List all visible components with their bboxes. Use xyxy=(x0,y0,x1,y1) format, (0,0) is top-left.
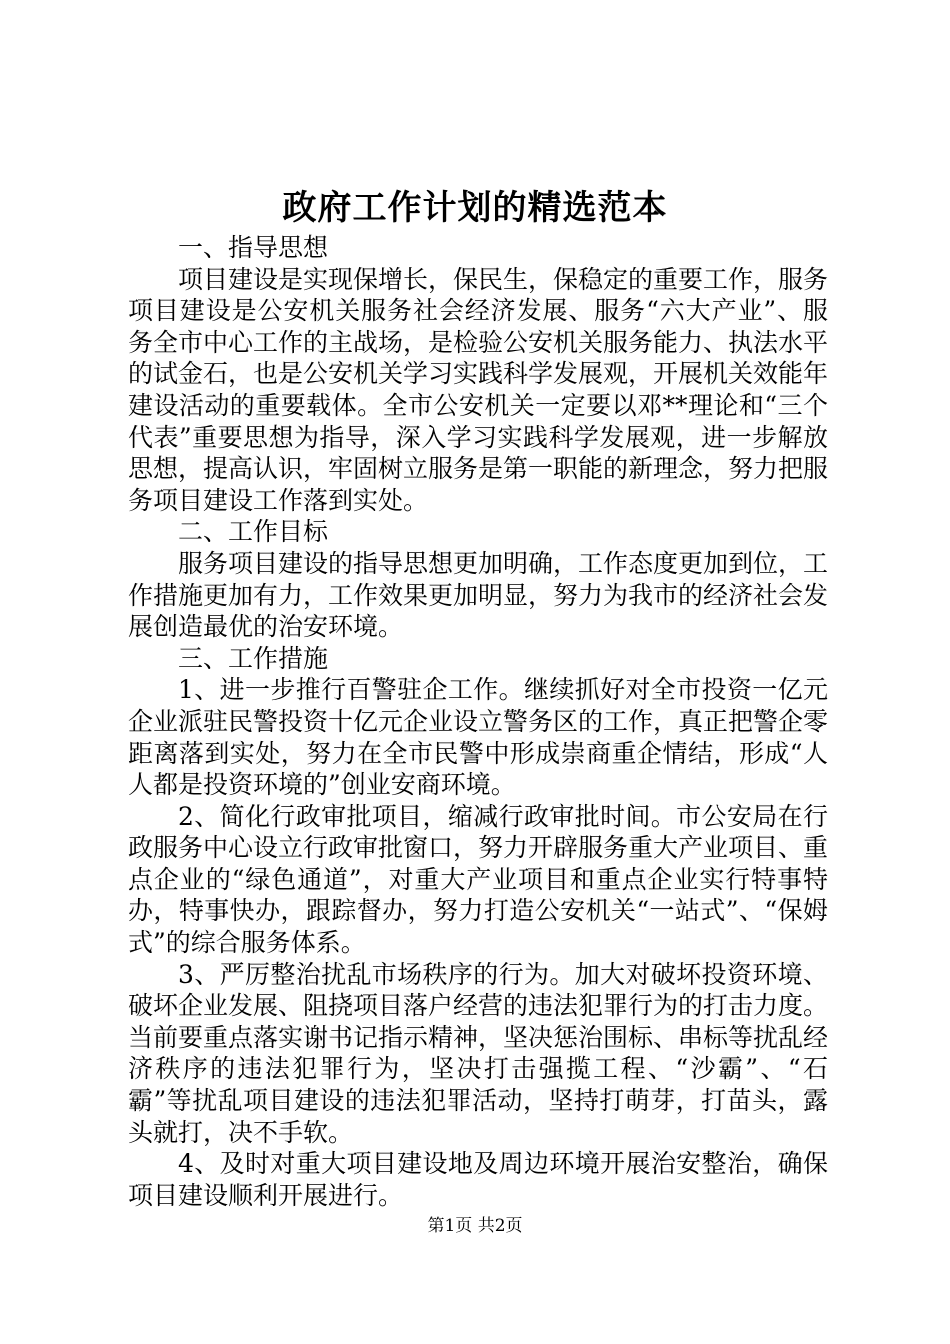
page-number-footer: 第1页 共2页 xyxy=(427,1216,523,1236)
paragraph-work-goals: 服务项目建设的指导思想更加明确，工作态度更加到位，工作措施更加有力，工作效果更加明显，努力为我市的经济社会发展创造最优的治安环境。 xyxy=(128,548,829,642)
section-heading-work-goals: 二、工作目标 xyxy=(178,517,329,547)
paragraph-measure-4: 4、及时对重大项目建设地及周边环境开展治安整治，确保项目建设顺利开展进行。 xyxy=(128,1149,828,1210)
document-title: 政府工作计划的精选范本 xyxy=(282,188,668,228)
paragraph-measure-1: 1、进一步推行百警驻企工作。继续抓好对全市投资一亿元企业派驻民警投资十亿元企业设立警务区的工作，真正把警企零距离落到实处，努力在全市民警中形成崇商重企情结，形成“人人都是投资环境的”创业安商环境。 xyxy=(128,675,829,800)
paragraph-measure-3: 3、严厉整治扰乱市场秩序的行为。加大对破坏投资环境、破坏企业发展、阻挠项目落户经营的违法犯罪行为的打击力度。当前要重点落实谢书记指示精神，坚决惩治围标、串标等扰乱经济秩序的违法犯罪行为，坚决打击强揽工程、“沙霸”、“石霸”等扰乱项目建设的违法犯罪活动，坚持打萌芽，打苗头，露头就打，决不手软。 xyxy=(128,959,829,1147)
section-heading-guiding-thought: 一、指导思想 xyxy=(178,233,329,262)
document-body xyxy=(128,232,828,1211)
paragraph-guiding-thought: 项目建设是实现保增长，保民生，保稳定的重要工作，服务项目建设是公安机关服务社会经济发展、服务“六大产业”、服务全市中心工作的主战场，是检验公安机关服务能力、执法水平的试金石，也是公安机关学习实践科学发展观，开展机关效能年建设活动的重要载体。全市公安机关一定要以邓**理论和“三个代表”重要思想为指导，深入学习实践科学发展观，进一步解放思想，提高认识，牢固树立服务是第一职能的新理念，努力把服务项目建设工作落到实处。 xyxy=(128,264,829,515)
paragraph-measure-2: 2、简化行政审批项目，缩减行政审批时间。市公安局在行政服务中心设立行政审批窗口，努力开辟服务重大产业项目、重点企业的“绿色通道”，对重大产业项目和重点企业实行特事特办，特事快办，跟踪督办，努力打造公安机关“一站式”、“保姆式”的综合服务体系。 xyxy=(128,801,829,958)
section-heading-work-measures: 三、工作措施 xyxy=(178,643,329,673)
